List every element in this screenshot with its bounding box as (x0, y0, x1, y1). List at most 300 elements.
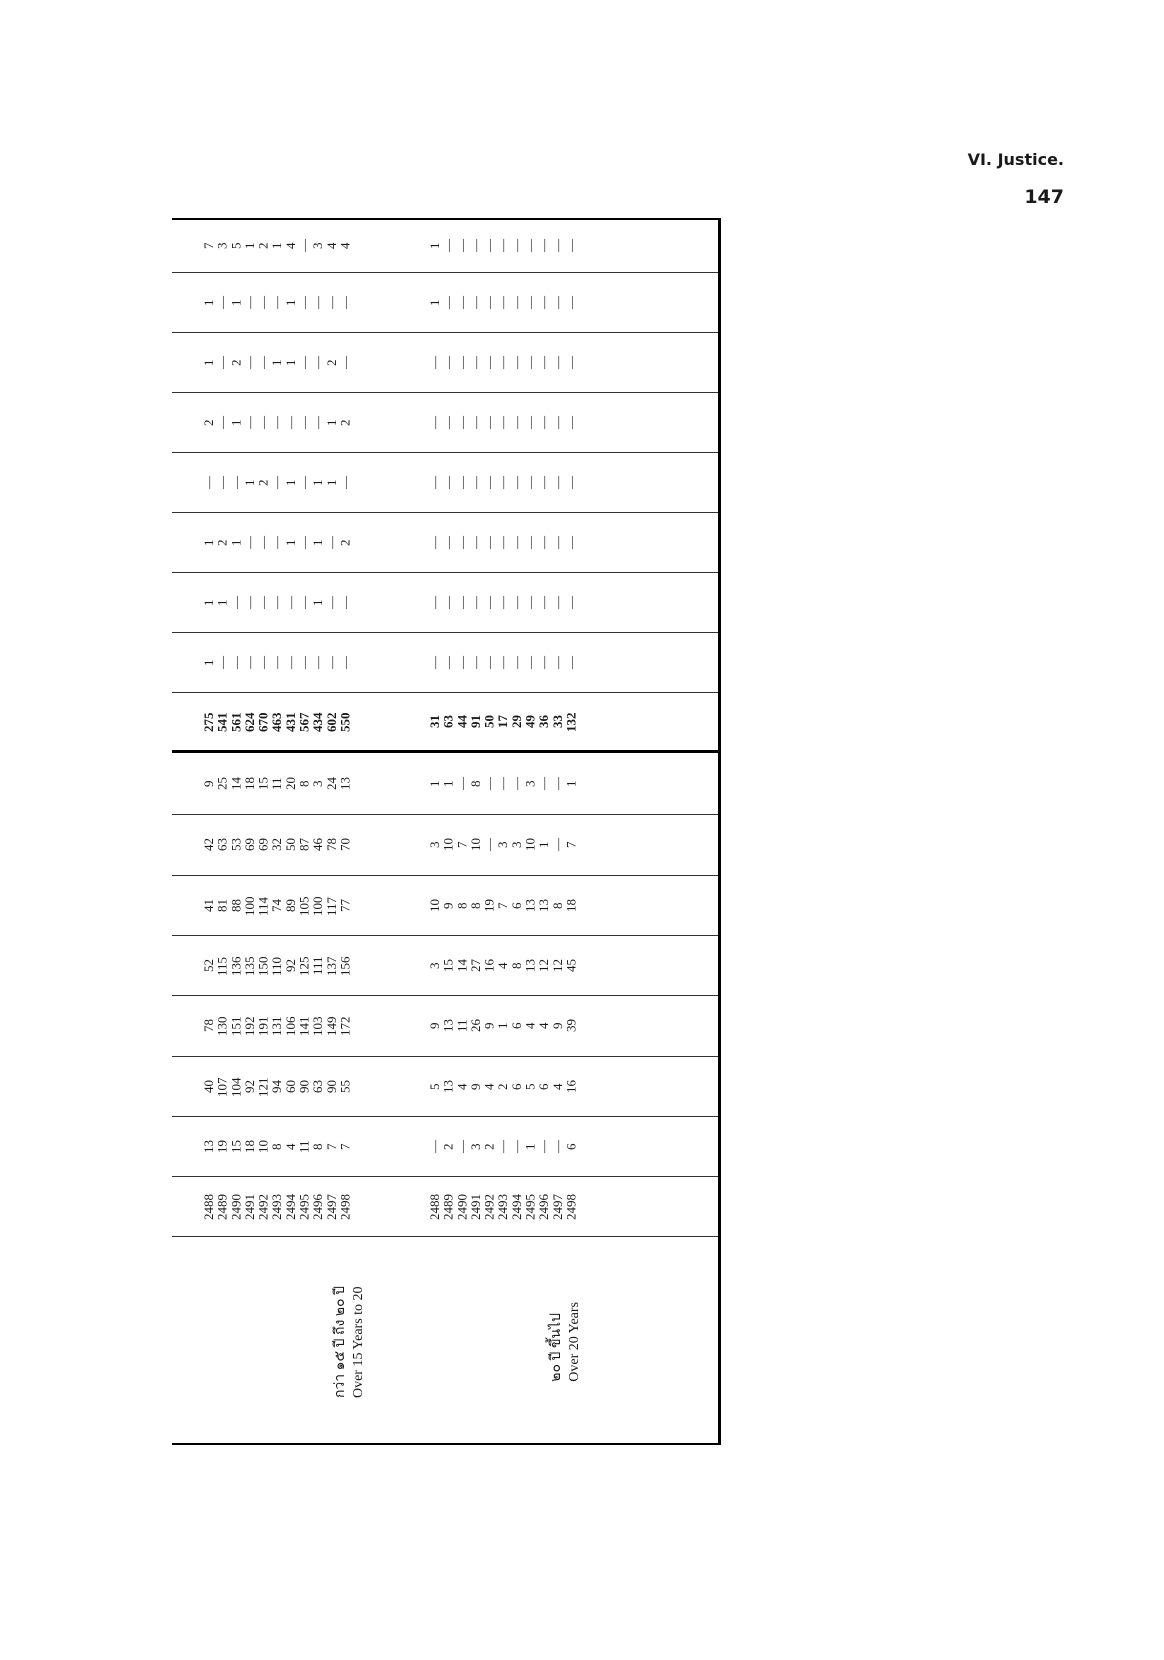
table-cell: — (440, 416, 456, 429)
year-cell: 2492 (255, 1193, 271, 1220)
table-cell: 125 (296, 955, 312, 976)
table-cell: 2 (255, 479, 271, 486)
year-cell: 2489 (440, 1193, 456, 1220)
table-cell: — (337, 356, 353, 369)
group-label-over-20 (548, 1237, 584, 1447)
table-cell: — (481, 656, 497, 669)
group-label-15-20 (332, 1237, 368, 1447)
table-cell: 6 (508, 1083, 524, 1090)
table-cell: 92 (241, 1080, 257, 1093)
table-cell: — (536, 356, 552, 369)
table-cell: — (536, 536, 552, 549)
group-over-20-values (428, 876, 578, 935)
table-cell: — (296, 656, 312, 669)
table-cell: 8 (467, 780, 483, 787)
table-cell: — (467, 416, 483, 429)
table-cell: 9 (467, 1083, 483, 1090)
table-cell: — (536, 1140, 552, 1153)
table-cell: 2 (255, 242, 271, 250)
group-over-20-values (428, 996, 578, 1056)
table-cell: 434 (310, 711, 326, 732)
table-cell: 78 (201, 1019, 216, 1033)
group-over-20-values (428, 815, 578, 875)
table-cell: 20 (282, 777, 298, 790)
table-cell: 10 (440, 838, 456, 852)
table-cell: 11 (454, 1019, 470, 1033)
table-cell: — (296, 536, 312, 549)
table-cell: — (495, 296, 511, 309)
table-cell: — (323, 296, 339, 309)
table-cell: — (310, 356, 326, 369)
table-cell: — (282, 416, 298, 429)
table-cell: — (467, 239, 483, 253)
table-cell: 141 (296, 1016, 312, 1036)
table-cell: — (508, 356, 524, 369)
table-cell: — (296, 296, 312, 309)
table-cell: 2 (337, 419, 353, 426)
table-cell: 5 (522, 1083, 538, 1090)
table-cell: 602 (323, 711, 339, 732)
table-cell: 49 (522, 715, 538, 728)
table-column-16 (172, 1117, 718, 1177)
table-cell: 1 (323, 479, 339, 486)
table-cell: — (440, 296, 456, 309)
table-cell: 7 (495, 902, 511, 909)
table-cell: — (495, 1140, 511, 1153)
group-15-20-values (202, 393, 352, 452)
table-cell: — (549, 239, 565, 253)
table-cell: 4 (549, 1083, 565, 1090)
table-cell: 13 (337, 777, 353, 790)
table-cell: 25 (214, 777, 230, 790)
table-cell: — (508, 1140, 524, 1153)
table-cell: — (563, 356, 579, 369)
table-column-3 (172, 333, 718, 393)
table-cell: 1 (310, 479, 326, 486)
table-cell: 4 (337, 242, 353, 250)
table-cell: — (310, 656, 326, 669)
table-cell: 1 (427, 780, 442, 787)
table-cell: — (337, 476, 353, 489)
table-cell: — (255, 596, 271, 609)
table-cell: — (454, 356, 470, 369)
year-cell: 2488 (201, 1193, 216, 1220)
table-cell: 1 (201, 599, 216, 606)
table-cell: — (269, 296, 285, 309)
table-cell: — (269, 476, 285, 489)
table-cell: 7 (201, 242, 216, 250)
table-cell: 13 (536, 899, 552, 912)
table-cell: 1 (201, 539, 216, 546)
table-cell: 7 (454, 841, 470, 849)
year-cell: 2493 (269, 1193, 285, 1220)
table-cell: 2 (481, 1143, 497, 1150)
table-cell: — (269, 416, 285, 429)
table-cell: — (255, 296, 271, 309)
table-cell: 561 (228, 711, 244, 732)
table-cell: — (241, 596, 257, 609)
table-cell: 5 (427, 1083, 442, 1090)
table-cell: — (549, 356, 565, 369)
table-cell: 1 (201, 299, 216, 306)
group-over-20-values (428, 936, 578, 995)
table-cell: 13 (522, 899, 538, 912)
table-cell: 10 (255, 1140, 271, 1153)
table-cell: 77 (337, 899, 353, 912)
table-cell: 91 (467, 715, 483, 728)
table-cell: — (282, 596, 298, 609)
table-cell: 10 (522, 838, 538, 852)
table-cell: — (241, 656, 257, 669)
year-cell: 2497 (549, 1193, 565, 1220)
table-cell: — (549, 656, 565, 669)
table-cell: 33 (549, 715, 565, 728)
table-cell: — (337, 596, 353, 609)
table-cell: 1 (241, 479, 257, 486)
table-cell: — (508, 239, 524, 253)
table-cell: 13 (440, 1019, 456, 1033)
group-over-20-values (428, 1117, 578, 1176)
group-over-20-values (428, 453, 578, 512)
group-15-20-values (202, 453, 352, 512)
table-cell: — (522, 239, 538, 253)
table-cell: — (536, 596, 552, 609)
group-15-20-values (202, 333, 352, 392)
table-cell: — (481, 777, 497, 790)
table-cell: 6 (508, 1022, 524, 1030)
table-cell: 32 (269, 838, 285, 852)
table-cell: 89 (282, 899, 298, 912)
table-cell: 46 (310, 838, 326, 852)
table-cell: 63 (214, 838, 230, 852)
table-cell: 10 (467, 838, 483, 852)
table-cell: 132 (563, 711, 579, 732)
table-cell: 1 (522, 1143, 538, 1150)
table-cell: 12 (536, 959, 552, 972)
table-cell: 27 (467, 959, 483, 972)
table-cell: 2 (228, 359, 244, 366)
year-cell: 2493 (495, 1193, 511, 1220)
year-cell: 2498 (337, 1193, 353, 1220)
table-cell: 4 (481, 1083, 497, 1090)
table-cell: — (563, 239, 579, 253)
table-cell: 172 (337, 1016, 353, 1036)
year-cell: 2497 (323, 1193, 339, 1220)
table-cell: — (214, 656, 230, 669)
group-15-20-values (202, 693, 352, 750)
year-cell: 2498 (563, 1193, 579, 1220)
table-cell: 29 (508, 715, 524, 728)
table-cell: 8 (549, 902, 565, 909)
table-cell: — (454, 476, 470, 489)
table-cell: — (495, 777, 511, 790)
year-cell: 2490 (454, 1193, 470, 1220)
table-cell: — (440, 536, 456, 549)
table-cell: 5 (228, 242, 244, 250)
table-cell: 3 (310, 780, 326, 787)
table-cell: — (427, 656, 442, 669)
table-cell: 70 (337, 838, 353, 852)
table-cell: 3 (522, 780, 538, 787)
table-cell: — (296, 239, 312, 253)
table-cell: 69 (255, 838, 271, 852)
table-cell: 6 (563, 1143, 579, 1150)
table-cell: 15 (255, 777, 271, 790)
table-cell: 11 (269, 777, 285, 790)
table-cell: 1 (228, 419, 244, 426)
table-cell: — (255, 536, 271, 549)
table-cell: 14 (454, 959, 470, 972)
table-cell: — (549, 536, 565, 549)
table-cell: — (255, 656, 271, 669)
group-over-20-values (428, 1057, 578, 1116)
table-cell: — (228, 476, 244, 489)
table-cell: 53 (228, 838, 244, 852)
table-cell: 4 (495, 962, 511, 969)
table-cell: — (201, 476, 216, 489)
group-over-20-values (428, 633, 578, 692)
table-column-8 (172, 633, 718, 693)
group-15-20-values (202, 273, 352, 332)
table-cell: — (427, 476, 442, 489)
table-cell: 94 (269, 1080, 285, 1093)
table-cell: 191 (255, 1016, 271, 1036)
table-column-12 (172, 876, 718, 936)
table-cell: — (323, 536, 339, 549)
table-cell: 9 (201, 780, 216, 787)
group-over-20-values (428, 753, 578, 814)
table-cell: — (228, 656, 244, 669)
table-cell: — (427, 356, 442, 369)
table-column-6 (172, 513, 718, 573)
table-cell: 3 (427, 841, 442, 849)
group-over-20-values (428, 333, 578, 392)
group-15-20-values (202, 753, 352, 814)
table-cell: 1 (440, 780, 456, 787)
table-cell: — (467, 476, 483, 489)
table-cell: 39 (563, 1019, 579, 1033)
table-cell: 567 (296, 711, 312, 732)
table-cell: — (440, 476, 456, 489)
table-cell: 81 (214, 899, 230, 912)
table-cell: — (440, 596, 456, 609)
table-cell: — (522, 656, 538, 669)
table-cell: — (214, 476, 230, 489)
table-cell: 275 (201, 711, 216, 732)
table-cell: — (454, 536, 470, 549)
group-label-thai: ๒๐ ปี ขึ้นไป (549, 1313, 564, 1382)
table-cell: 3 (214, 242, 230, 250)
page-number: 147 (1024, 186, 1064, 208)
table-cell: 6 (536, 1083, 552, 1090)
table-cell: — (454, 656, 470, 669)
table-cell: 1 (241, 242, 257, 250)
table-cell: — (549, 1140, 565, 1153)
group-15-20-values (202, 513, 352, 572)
table-cell: — (337, 296, 353, 309)
group-label-band (172, 1237, 718, 1447)
table-cell: 87 (296, 838, 312, 852)
table-cell: 7 (337, 1143, 353, 1150)
table-cell: — (549, 416, 565, 429)
table-cell: 1 (427, 299, 442, 306)
table-cell: — (563, 416, 579, 429)
table-cell: 1 (228, 539, 244, 546)
table-cell: 2 (337, 539, 353, 546)
table-cell: 1 (310, 599, 326, 606)
group-15-20-values (202, 633, 352, 692)
group-15-20-values (202, 876, 352, 935)
table-cell: 1 (282, 299, 298, 306)
table-cell: — (296, 596, 312, 609)
table-cell: 3 (310, 242, 326, 250)
table-cell: — (481, 596, 497, 609)
table-cell: — (549, 296, 565, 309)
table-cell: 12 (549, 959, 565, 972)
table-cell: — (495, 476, 511, 489)
table-cell: — (508, 476, 524, 489)
table-cell: — (454, 777, 470, 790)
table-cell: 11 (296, 1140, 312, 1153)
table-cell: — (454, 416, 470, 429)
table-cell: — (440, 656, 456, 669)
table-cell: 670 (255, 711, 271, 732)
table-cell: 13 (440, 1080, 456, 1093)
table-cell: 1 (201, 659, 216, 666)
table-cell: 9 (549, 1022, 565, 1030)
table-cell: 9 (427, 1022, 442, 1030)
table-cell: — (549, 777, 565, 790)
table-cell: — (536, 416, 552, 429)
year-cell: 2491 (467, 1193, 483, 1220)
table-cell: 90 (296, 1080, 312, 1093)
table-cell: 45 (563, 959, 579, 972)
table-cell: — (495, 596, 511, 609)
table-cell: — (467, 656, 483, 669)
table-cell: 50 (481, 715, 497, 728)
table-cell: — (495, 656, 511, 669)
table-cell: — (228, 596, 244, 609)
year-list (428, 1177, 578, 1236)
table-cell: 103 (310, 1016, 326, 1036)
table-cell: — (214, 416, 230, 429)
table-cell: 13 (522, 959, 538, 972)
table-cell: — (508, 777, 524, 790)
table-cell: 69 (241, 838, 257, 852)
table-cell: 15 (228, 1140, 244, 1153)
table-column-11 (172, 815, 718, 876)
table-cell: — (536, 296, 552, 309)
table-cell: — (296, 356, 312, 369)
table-cell: 111 (310, 956, 326, 975)
table-cell: 135 (241, 955, 257, 976)
table-cell: 15 (440, 959, 456, 972)
table-cell: 14 (228, 777, 244, 790)
table-column-5 (172, 453, 718, 513)
table-cell: — (508, 536, 524, 549)
table-cell: 1 (269, 242, 285, 250)
table-cell: 16 (481, 959, 497, 972)
table-cell: 4 (536, 1022, 552, 1030)
table-cell: 2 (495, 1083, 511, 1090)
table-cell: — (282, 656, 298, 669)
table-cell: 3 (467, 1143, 483, 1150)
table-cell: 3 (427, 962, 442, 969)
year-cell: 2495 (296, 1193, 312, 1220)
statistics-table (172, 218, 721, 1445)
table-cell: 3 (495, 841, 511, 849)
table-cell: — (241, 536, 257, 549)
table-column-7 (172, 573, 718, 633)
group-15-20-values (202, 996, 352, 1056)
table-cell: — (522, 536, 538, 549)
table-cell: — (522, 356, 538, 369)
table-cell: 1 (427, 242, 442, 250)
table-cell: — (454, 1140, 470, 1153)
group-15-20-values (202, 936, 352, 995)
table-cell: 6 (508, 902, 524, 909)
table-cell: 40 (201, 1080, 216, 1093)
table-cell: 18 (563, 899, 579, 912)
table-cell: 16 (563, 1080, 579, 1093)
group-label-english: Over 15 Years to 20 (351, 1286, 366, 1399)
table-cell: — (481, 536, 497, 549)
table-cell: — (427, 596, 442, 609)
table-cell: — (440, 239, 456, 253)
table-cell: 110 (269, 955, 285, 976)
table-column-1 (172, 220, 718, 273)
year-cell: 2496 (536, 1193, 552, 1220)
table-cell: 1 (214, 599, 230, 606)
table-cell: 1 (536, 841, 552, 849)
table-cell: — (454, 596, 470, 609)
table-cell: 4 (522, 1022, 538, 1030)
table-cell: — (214, 356, 230, 369)
table-cell: 60 (282, 1080, 298, 1093)
table-cell: 550 (337, 711, 353, 732)
table-cell: — (508, 416, 524, 429)
table-cell: 63 (440, 715, 456, 728)
table-cell: — (481, 239, 497, 253)
table-cell: — (467, 356, 483, 369)
table-cell: 8 (467, 902, 483, 909)
table-cell: — (536, 656, 552, 669)
table-cell: 1 (228, 299, 244, 306)
table-cell: — (481, 356, 497, 369)
group-over-20-values (428, 393, 578, 452)
table-cell: 7 (323, 1143, 339, 1150)
group-15-20-values (202, 1057, 352, 1116)
table-cell: 4 (323, 242, 339, 250)
table-cell: 74 (269, 899, 285, 912)
table-cell: 117 (323, 895, 339, 916)
table-cell: 13 (201, 1140, 216, 1153)
table-cell: 9 (481, 1022, 497, 1030)
year-cell: 2495 (522, 1193, 538, 1220)
year-cell: 2489 (214, 1193, 230, 1220)
table-cell: 151 (228, 1016, 244, 1036)
table-cell: — (454, 296, 470, 309)
table-cell: — (310, 296, 326, 309)
year-cell: 2492 (481, 1193, 497, 1220)
table-cell: 4 (282, 1143, 298, 1150)
year-cell: 2488 (427, 1193, 442, 1220)
table-cell: 50 (282, 838, 298, 852)
table-cell: 1 (282, 359, 298, 366)
table-cell: — (454, 239, 470, 253)
table-cell: — (269, 656, 285, 669)
table-cell: 463 (269, 711, 285, 732)
